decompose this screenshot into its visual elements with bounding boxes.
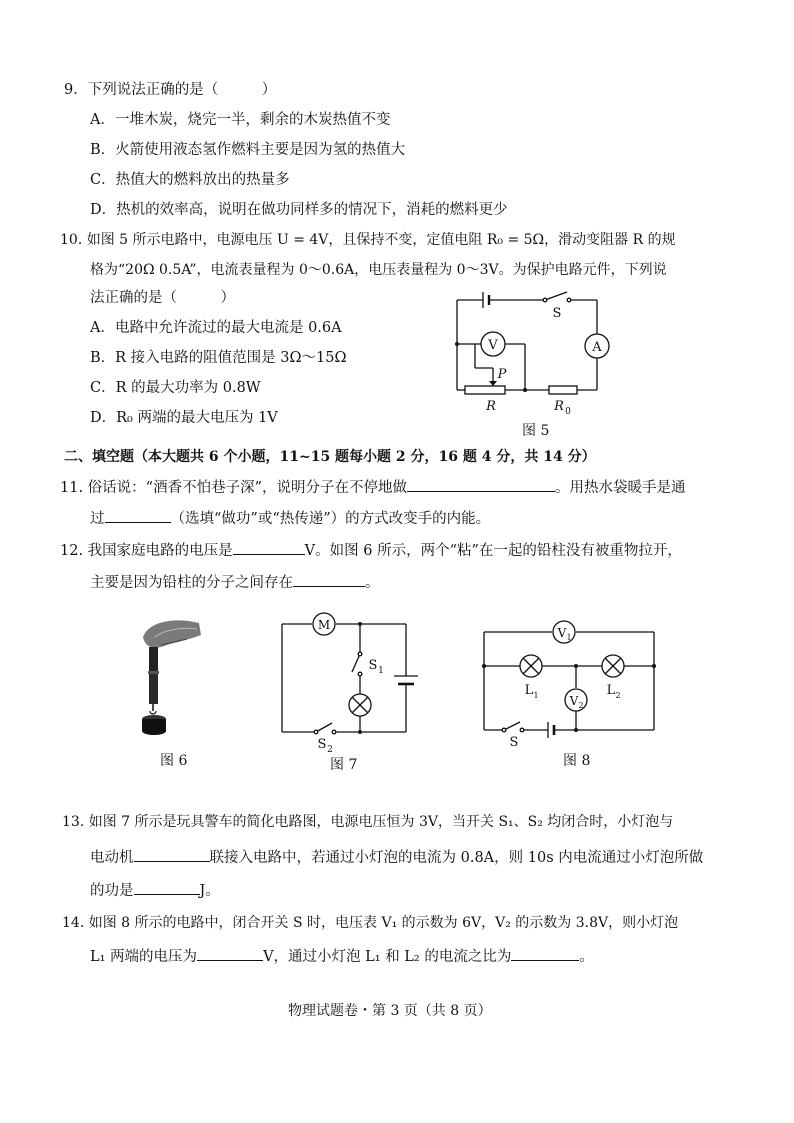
fig7-s2-label: S [317,737,327,752]
q12-blank-2[interactable] [293,572,365,587]
fig7-s1-sub: 1 [378,666,384,676]
q13-text-b: 联接入电路中，若通过小灯泡的电流为 0.8A，则 10s 内电流通过小灯泡所做 [209,850,704,866]
fig5-resistor-sub: 0 [565,407,571,417]
q13-text-a: 电动机 [90,850,134,866]
fig5-caption: 图 5 [522,423,550,439]
q11-text-a: 11. 俗话说：“酒香不怕巷子深”，说明分子在不停地做 [60,480,407,496]
q11-text-d: （选填“做功”或“热传递”）的方式改变手的内能。 [170,511,491,527]
q9-stem: 9．下列说法正确的是（ ） [64,82,277,98]
fig8-switch-label: S [509,735,519,748]
fig7-s1-label: S [368,658,378,673]
q13-line2 [90,847,703,868]
section-2-heading: 二、填空题（本大题共 6 个小题，11~15 题每小题 2 分，16 题 4 分，共 14 分） [64,449,596,465]
fig8-l2-sub: 2 [615,691,621,700]
fig5-resistor-label: R [554,399,564,414]
fig8-caption: 图 8 [563,753,591,769]
q10-line3: 法正确的是（ ） [90,290,235,306]
q11-blank-1[interactable] [407,477,555,492]
q13-line1: 13. 如图 7 所示是玩具警车的简化电路图，电源电压恒为 3V，当开关 S₁、S₂ 均闭合时，小灯泡与 [62,814,674,830]
fig8-l1-label: L [524,683,534,698]
fig6-caption: 图 6 [160,753,188,769]
q14-line2 [90,946,594,967]
q14-blank-1[interactable] [197,946,263,961]
q14-text-b: V，通过小灯泡 L₁ 和 L₂ 的电流之比为 [263,949,512,965]
fig7-motor-label: M [317,618,331,632]
q9-option-d: D．热机的效率高，说明在做功同样多的情况下，消耗的燃料更少 [90,202,508,218]
q10-line1: 10. 如图 5 所示电路中，电源电压 U = 4V，且保持不变，定值电阻 R₀ = 5Ω，滑动变阻器 R 的规 [60,232,676,248]
figure-6-lead-cylinders [135,615,210,750]
q10-option-b: B．R 接入电路的阻值范围是 3Ω～15Ω [90,350,347,366]
figure-7-circuit [270,612,430,752]
q14-blank-2[interactable] [511,946,579,961]
q9-option-b: B．火箭使用液态氢作燃料主要是因为氢的热值大 [90,142,406,158]
q12-line1 [60,540,682,561]
fig8-l1-sub: 1 [533,691,539,700]
q14-line1: 14. 如图 8 所示的电路中，闭合开关 S 时，电压表 V₁ 的示数为 6V，V₂ 的示数为 3.8V，则小灯泡 [62,915,679,931]
q10-option-d: D．R₀ 两端的最大电压为 1V [90,410,278,426]
q9-option-a: A．一堆木炭，烧完一半，剩余的木炭热值不变 [90,112,391,128]
fig5-voltmeter-label: V [488,338,498,353]
q10-option-a: A．电路中允许流过的最大电流是 0.6A [90,320,342,336]
q12-text-c: 主要是因为铅柱的分子之间存在 [90,575,293,591]
fig5-rheostat-label: R [486,399,496,414]
fig8-v1-sub: 1 [566,633,572,642]
fig5-slider-label: P [497,367,507,382]
q12-line2 [90,572,380,593]
q13-text-c: 的功是 [90,883,134,899]
fig5-switch-label: S [552,306,562,321]
fig8-l2-label: L [606,683,616,698]
q13-blank-2[interactable] [134,880,200,895]
page-footer: 物理试题卷・第 3 页（共 8 页） [288,1003,492,1019]
figure-5-circuit [445,286,615,441]
q14-text-c: 。 [579,949,594,965]
q11-text-b: 。用热水袋暖手是通 [555,480,686,496]
fig7-caption: 图 7 [330,757,358,773]
fig8-v2-sub: 2 [578,701,584,710]
q12-text-b: V。如图 6 所示，两个“粘”在一起的铅柱没有被重物拉开， [304,543,682,559]
q11-text-c: 过 [90,511,105,527]
fig5-ammeter-label: A [592,340,602,355]
q12-text-d: 。 [365,575,380,591]
q11-line1 [60,477,686,498]
q13-blank-1[interactable] [134,847,210,862]
q10-line2: 格为“20Ω 0.5A”，电流表量程为 0～0.6A，电压表量程为 0～3V。为保护电路元件，下列说 [90,262,667,278]
q9-option-c: C．热值大的燃料放出的热量多 [90,172,290,188]
q11-blank-2[interactable] [105,508,171,523]
q11-line2 [90,508,490,529]
q12-text-a: 12. 我国家庭电路的电压是 [60,543,233,559]
q14-text-a: L₁ 两端的电压为 [90,949,198,965]
fig7-s2-sub: 2 [327,745,333,752]
q13-text-d: J。 [199,883,220,899]
fig8-v1-label: V [557,626,567,640]
q10-option-c: C．R 的最大功率为 0.8W [90,380,261,396]
q13-line3 [90,880,220,901]
figure-8-circuit [472,618,667,748]
q12-blank-1[interactable] [233,540,305,555]
fig8-v2-label: V [569,694,579,708]
